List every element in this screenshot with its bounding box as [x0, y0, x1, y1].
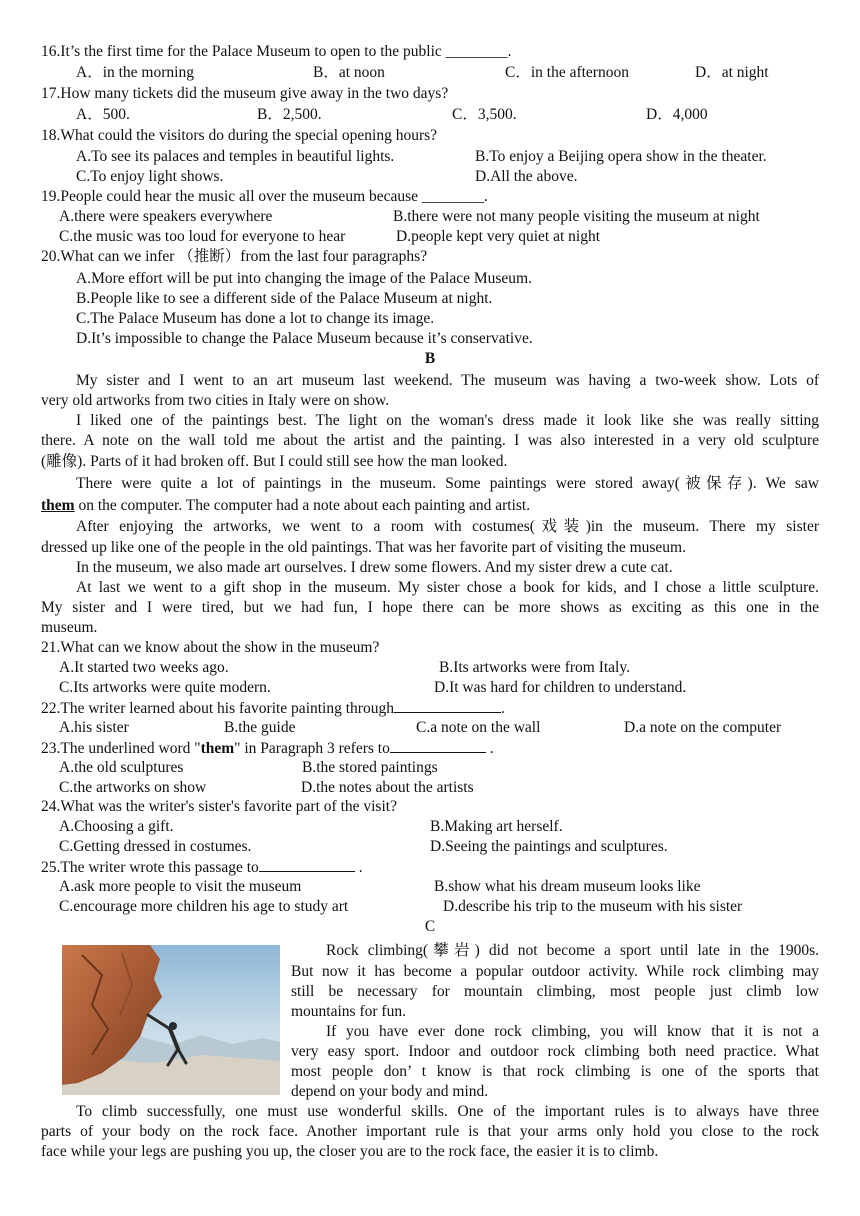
q23-stem-tail: . [485, 740, 494, 757]
rock-climber-illustration [62, 945, 280, 1095]
question-20-stem: 20.What can we infer （推断）from the last four paragraphs? [41, 248, 428, 265]
passage-c-p1-line3: still be necessary for mountain climbing, most people just climb low [291, 983, 819, 1000]
q21-option-c: C.Its artworks were quite modern. [59, 679, 271, 696]
rock-climber-photo [62, 945, 280, 1095]
q21-option-a: A.It started two weeks ago. [59, 659, 229, 676]
q25-option-a: A.ask more people to visit the museum [59, 878, 302, 895]
q18-option-c: C.To enjoy light shows. [76, 168, 224, 185]
passage-b-p2-line3: (雕像). Parts of it had broken off. But I could still see how the man looked. [41, 453, 508, 470]
passage-b-p6-line1: At last we went to a gift shop in the museum. My sister chose a book for kids, and I chose a little sculpture. [76, 579, 819, 596]
q23-answer-blank [390, 738, 486, 753]
passage-c-p1-line1: Rock climbing(攀岩) did not become a sport until late in the 1900s. [326, 942, 819, 959]
question-25-stem [41, 857, 363, 878]
q21-option-b: B.Its artworks were from Italy. [439, 659, 630, 676]
q23-stem-post: " in Paragraph 3 refers to [234, 740, 390, 757]
q23-option-a: A.the old sculptures [59, 759, 184, 776]
q16-option-b: B．at noon [313, 64, 385, 81]
q23-stem-word: them [200, 740, 235, 757]
q19-option-b: B.there were not many people visiting the museum at night [393, 208, 760, 225]
q23-option-d: D.the notes about the artists [301, 779, 474, 796]
q22-option-c: C.a note on the wall [416, 719, 541, 736]
underlined-word-them: them [41, 497, 75, 514]
passage-b-p3-line1: There were quite a lot of paintings in the museum. Some paintings were stored away(被保存). We saw [76, 475, 819, 492]
q20-option-c: C.The Palace Museum has done a lot to change its image. [76, 310, 435, 327]
q25-option-c: C.encourage more children his age to study art [59, 898, 349, 915]
passage-b-p4-line2: dressed up like one of the people in the old paintings. That was her favorite part of visiting the museum. [41, 539, 686, 556]
q22-stem-tail: . [500, 700, 505, 717]
q25-option-d: D.describe his trip to the museum with his sister [443, 898, 743, 915]
question-24-stem: 24.What was the writer's sister's favorite part of the visit? [41, 798, 397, 815]
question-21-stem: 21.What can we know about the show in the museum? [41, 639, 380, 656]
question-18-stem: 18.What could the visitors do during the special opening hours? [41, 127, 438, 144]
q16-option-c: C．in the afternoon [505, 64, 629, 81]
passage-c-p2-line3: most people don’ t know is that rock climbing is one of the sports that [291, 1063, 819, 1080]
passage-b-p5-line1: In the museum, we also made art ourselves. I drew some flowers. And my sister drew a cute cat. [76, 559, 673, 576]
q24-option-c: C.Getting dressed in costumes. [59, 838, 252, 855]
q23-stem-pre: 23.The underlined word " [41, 740, 201, 757]
section-b-heading: B [424, 350, 436, 367]
question-23-stem [41, 738, 494, 759]
q18-option-d: D.All the above. [475, 168, 578, 185]
q22-option-d: D.a note on the computer [624, 719, 782, 736]
q24-option-b: B.Making art herself. [430, 818, 563, 835]
q16-option-d: D．at night [695, 64, 769, 81]
passage-c-p3-line3: face while your legs are pushing you up, the closer you are to the rock face, the easier it is to climb. [41, 1143, 659, 1160]
q23-option-b: B.the stored paintings [302, 759, 438, 776]
passage-b-p2-line1: I liked one of the paintings best. The light on the woman's dress made it look like she was really sitting [76, 412, 819, 429]
passage-b-p3-line2 [41, 496, 530, 516]
q23-option-c: C.the artworks on show [59, 779, 207, 796]
q22-answer-blank [394, 698, 501, 713]
passage-b-p6-line2: My sister and I were tired, but we had fun, I hope there can be more shows as exciting as this one in the [41, 599, 819, 616]
q17-option-a: A．500. [76, 106, 130, 123]
passage-b-p2-line2: there. A note on the wall told me about the artist and the painting. I was also interested in a very old sculpture [41, 432, 819, 449]
q19-option-c: C.the music was too loud for everyone to hear [59, 228, 346, 245]
q18-option-b: B.To enjoy a Beijing opera show in the theater. [475, 148, 767, 165]
q22-option-b: B.the guide [224, 719, 296, 736]
passage-c-p2-line4: depend on your body and mind. [291, 1083, 489, 1100]
q25-stem-tail: . [354, 859, 363, 876]
q17-option-c: C．3,500. [452, 106, 517, 123]
q25-stem-text: 25.The writer wrote this passage to [41, 859, 259, 876]
q19-option-d: D.people kept very quiet at night [396, 228, 601, 245]
section-c-heading: C [424, 918, 436, 935]
passage-b-p6-line3: museum. [41, 619, 98, 636]
q16-option-a: A．in the morning [76, 64, 194, 81]
passage-b-p4-line1: After enjoying the artworks, we went to a room with costumes(戏装)in the museum. There my sister [76, 518, 819, 535]
q19-option-a: A.there were speakers everywhere [59, 208, 273, 225]
passage-c-p1-line4: mountains for fun. [291, 1003, 406, 1020]
q25-option-b: B.show what his dream museum looks like [434, 878, 701, 895]
passage-b-p3-line2-rest: on the computer. The computer had a note about each painting and artist. [74, 497, 531, 514]
q24-option-a: A.Choosing a gift. [59, 818, 174, 835]
question-17-stem: 17.How many tickets did the museum give away in the two days? [41, 85, 449, 102]
q25-answer-blank [259, 857, 355, 872]
q21-option-d: D.It was hard for children to understand. [434, 679, 687, 696]
passage-c-p3-line2: parts of your body on the rock face. Another important rule is that your arms only hold you close to the rock [41, 1123, 819, 1140]
q22-stem-text: 22.The writer learned about his favorite painting through [41, 700, 394, 717]
passage-c-p2-line2: very easy sport. Indoor and outdoor rock climbing both need practice. What [291, 1043, 819, 1060]
question-16-stem: 16.It’s the first time for the Palace Museum to open to the public ________. [41, 43, 512, 60]
passage-c-p2-line1: If you have ever done rock climbing, you will know that it is not a [326, 1023, 819, 1040]
passage-c-p1-line2: But now it has become a popular outdoor activity. While rock climbing may [291, 963, 819, 980]
q18-option-a: A.To see its palaces and temples in beautiful lights. [76, 148, 395, 165]
q17-option-d: D．4,000 [646, 106, 708, 123]
q17-option-b: B．2,500. [257, 106, 322, 123]
q22-option-a: A.his sister [59, 719, 129, 736]
q20-option-d: D.It’s impossible to change the Palace Museum because it’s conservative. [76, 330, 533, 347]
passage-b-p1-line1: My sister and I went to an art museum last weekend. The museum was having a two-week show. Lots of [76, 372, 819, 389]
question-19-stem: 19.People could hear the music all over the museum because ________. [41, 188, 488, 205]
q20-option-a: A.More effort will be put into changing the image of the Palace Museum. [76, 270, 532, 287]
passage-b-p1-line2: very old artworks from two cities in Italy were on show. [41, 392, 390, 409]
passage-c-p3-line1: To climb successfully, one must use wonderful skills. One of the important rules is to always have three [76, 1103, 819, 1120]
question-22-stem [41, 698, 505, 719]
q24-option-d: D.Seeing the paintings and sculptures. [430, 838, 668, 855]
q20-option-b: B.People like to see a different side of the Palace Museum at night. [76, 290, 493, 307]
